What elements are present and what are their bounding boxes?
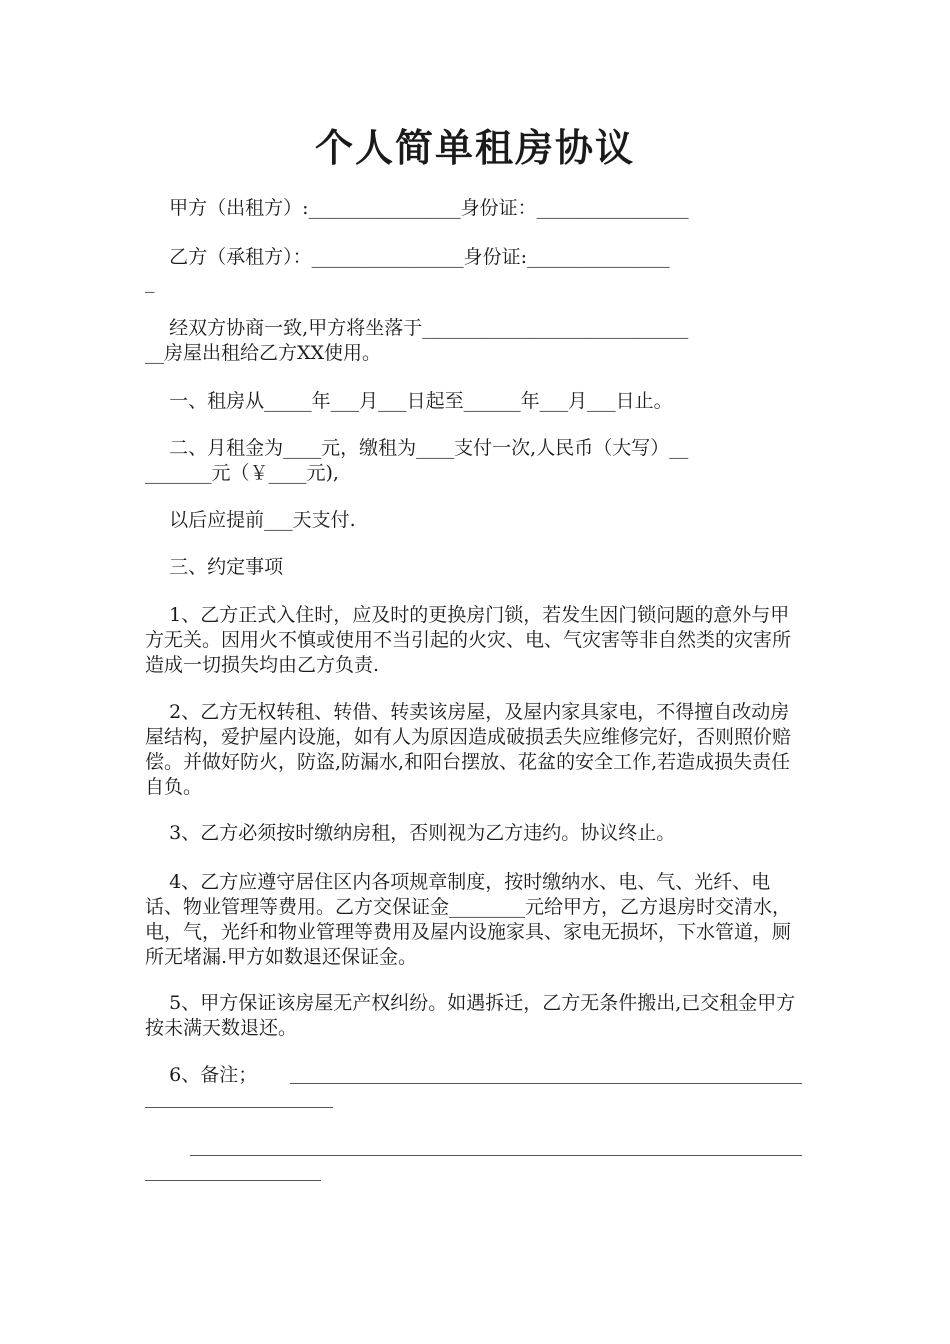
item-property-rights: 5、甲方保证该房屋无产权纠纷。如遇拆迁，乙方无条件搬出,已交租金甲方按未满天数退还。 [145, 992, 796, 1039]
item-remarks: 6、备注； [145, 1064, 258, 1086]
clause-monthly-rent: 二、月租金为____元，缴租为____支付一次,人民币（大写）__ _______元（￥____元), [145, 437, 689, 484]
intro-paragraph: 经双方协商一致,甲方将坐落于____________________________ __房屋出租给乙方XX使用。 [145, 317, 689, 364]
item-no-sublet: 2、乙方无权转租、转借、转卖该房屋，及屋内家具家电，不得擅自改动房屋结构，爱护屋内设施，如有人为原因造成破损丢失应维修完好，否则照价赔偿。并做好防火，防盗,防漏水,和阳台摆放、花盆的安全工作,若造成损失责任自负。 [145, 701, 792, 798]
clause-rental-period: 一、租房从_____年___月___日起至______年___月___日止。 [145, 390, 673, 412]
document-title: 个人简单租房协议 [314, 125, 635, 170]
remarks-underline-2 [190, 1155, 802, 1156]
item-regulations-deposit: 4、乙方应遵守居住区内各项规章制度，按时缴纳水、电、气、光纤、电话、物业管理等费用。乙方交保证金________元给甲方，乙方退房时交清水，电，气，光纤和物业管理等费用及屋内设施家具、家电无损坏，下水管道，厕所无堵漏.甲方如数退还保证金。 [145, 871, 792, 968]
remarks-underline-1 [290, 1083, 802, 1084]
clause-advance-payment: 以后应提前___天支付. [145, 509, 356, 531]
item-door-lock-fire: 1、乙方正式入住时，应及时的更换房门锁，若发生因门锁问题的意外与甲方无关。因用火不慎或使用不当引起的火灾、电、气灾害等非自然类的灾害所造成一切损失均由乙方负责. [145, 604, 792, 676]
remarks-underline-1b [145, 1107, 333, 1108]
party-a-line: 甲方（出租方）:________________身份证：________________ [145, 197, 689, 219]
party-b-line: 乙方（承租方）：________________身份证:_______________ _ [145, 246, 670, 293]
item-pay-on-time: 3、乙方必须按时缴纳房租，否则视为乙方违约。协议终止。 [145, 822, 676, 844]
clause-agreed-matters: 三、约定事项 [145, 556, 284, 578]
remarks-underline-2b [145, 1180, 321, 1181]
